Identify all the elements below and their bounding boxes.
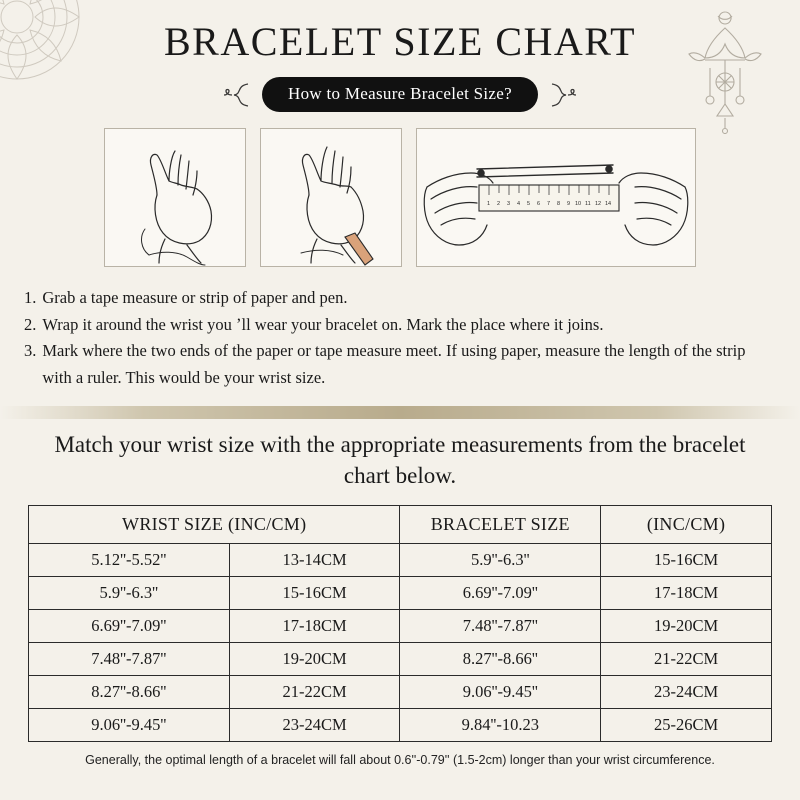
- table-row: [29, 609, 772, 642]
- table-row: [29, 543, 772, 576]
- mandala-ornament-icon: [0, 0, 92, 92]
- cell-bracelet-inch: 9.84''-10.23: [400, 708, 601, 741]
- table-row: [29, 642, 772, 675]
- cell-bracelet-inch: 8.27''-8.66'': [400, 642, 601, 675]
- svg-text:8: 8: [557, 201, 561, 207]
- table-row: [29, 675, 772, 708]
- cell-bracelet-cm: 23-24CM: [601, 675, 772, 708]
- page-title: BRACELET SIZE CHART: [163, 19, 637, 64]
- cell-bracelet-cm: 25-26CM: [601, 708, 772, 741]
- svg-text:6: 6: [537, 201, 541, 207]
- cell-wrist-inch: 8.27''-8.66'': [29, 675, 230, 708]
- cell-wrist-inch: 5.9''-6.3'': [29, 576, 230, 609]
- svg-text:10: 10: [575, 201, 582, 207]
- svg-text:2: 2: [497, 201, 501, 207]
- lotus-ornament-icon: [680, 4, 770, 134]
- cell-bracelet-inch: 5.9''-6.3'': [400, 543, 601, 576]
- cell-bracelet-inch: 9.06''-9.45'': [400, 675, 601, 708]
- svg-text:11: 11: [585, 201, 591, 207]
- hand-with-paper-strip-illustration: [260, 128, 402, 267]
- column-header-bracelet-size: BRACELET SIZE: [400, 505, 601, 543]
- svg-text:9: 9: [567, 201, 571, 207]
- size-chart-table: [28, 505, 772, 742]
- hand-with-tape-measure-illustration: [104, 128, 246, 267]
- cell-bracelet-inch: 7.48''-7.87'': [400, 609, 601, 642]
- cell-wrist-cm: 23-24CM: [229, 708, 400, 741]
- cell-wrist-inch: 5.12''-5.52'': [29, 543, 230, 576]
- cell-bracelet-cm: 17-18CM: [601, 576, 772, 609]
- svg-text:5: 5: [527, 201, 531, 207]
- svg-text:7: 7: [547, 201, 551, 207]
- cell-bracelet-cm: 21-22CM: [601, 642, 772, 675]
- cell-bracelet-cm: 19-20CM: [601, 609, 772, 642]
- footnote: Generally, the optimal length of a bracelet will fall about 0.6''-0.79'' (1.5-2cm) longer than your wrist circumference.: [85, 752, 715, 767]
- step-text: Grab a tape measure or strip of paper and pen.: [42, 288, 348, 307]
- cell-bracelet-inch: 6.69''-7.09'': [400, 576, 601, 609]
- left-flourish-icon: [222, 80, 252, 110]
- cell-wrist-cm: 17-18CM: [229, 609, 400, 642]
- svg-text:1: 1: [487, 201, 491, 207]
- step-text: Mark where the two ends of the paper or tape measure meet. If using paper, measure the length of the strip with a ruler. This would be your wrist size.: [42, 341, 746, 388]
- table-row: [29, 576, 772, 609]
- cell-wrist-cm: 15-16CM: [229, 576, 400, 609]
- cell-wrist-cm: 13-14CM: [229, 543, 400, 576]
- cell-wrist-inch: 7.48''-7.87'': [29, 642, 230, 675]
- column-header-wrist-size: WRIST SIZE (INC/CM): [29, 505, 400, 543]
- instruction-steps: [24, 285, 776, 392]
- match-heading: Match your wrist size with the appropriate measurements from the bracelet chart below.: [54, 431, 746, 488]
- cell-wrist-inch: 9.06''-9.45'': [29, 708, 230, 741]
- step-number: 2.: [24, 314, 37, 334]
- column-header-bracelet-units: (INC/CM): [601, 505, 772, 543]
- step-text: Wrap it around the wrist you ʼll wear your bracelet on. Mark the place where it joins.: [42, 314, 604, 334]
- cell-bracelet-cm: 15-16CM: [601, 543, 772, 576]
- table-row: [29, 708, 772, 741]
- svg-text:4: 4: [517, 201, 521, 207]
- svg-text:3: 3: [507, 201, 511, 207]
- svg-text:14: 14: [605, 201, 612, 207]
- list-item: [24, 312, 776, 339]
- measure-banner-label: How to Measure Bracelet Size?: [262, 77, 538, 112]
- svg-text:12: 12: [595, 201, 602, 207]
- cell-wrist-inch: 6.69''-7.09'': [29, 609, 230, 642]
- section-divider: [0, 406, 800, 419]
- step-number: 3.: [24, 341, 37, 361]
- cell-wrist-cm: 19-20CM: [229, 642, 400, 675]
- instruction-images: [0, 128, 800, 267]
- list-item: [24, 338, 776, 391]
- step-number: 1.: [24, 288, 37, 307]
- hands-measuring-strip-with-ruler-illustration: [416, 128, 696, 267]
- list-item: [24, 285, 776, 312]
- table-header-row: [29, 505, 772, 543]
- right-flourish-icon: [548, 80, 578, 110]
- cell-wrist-cm: 21-22CM: [229, 675, 400, 708]
